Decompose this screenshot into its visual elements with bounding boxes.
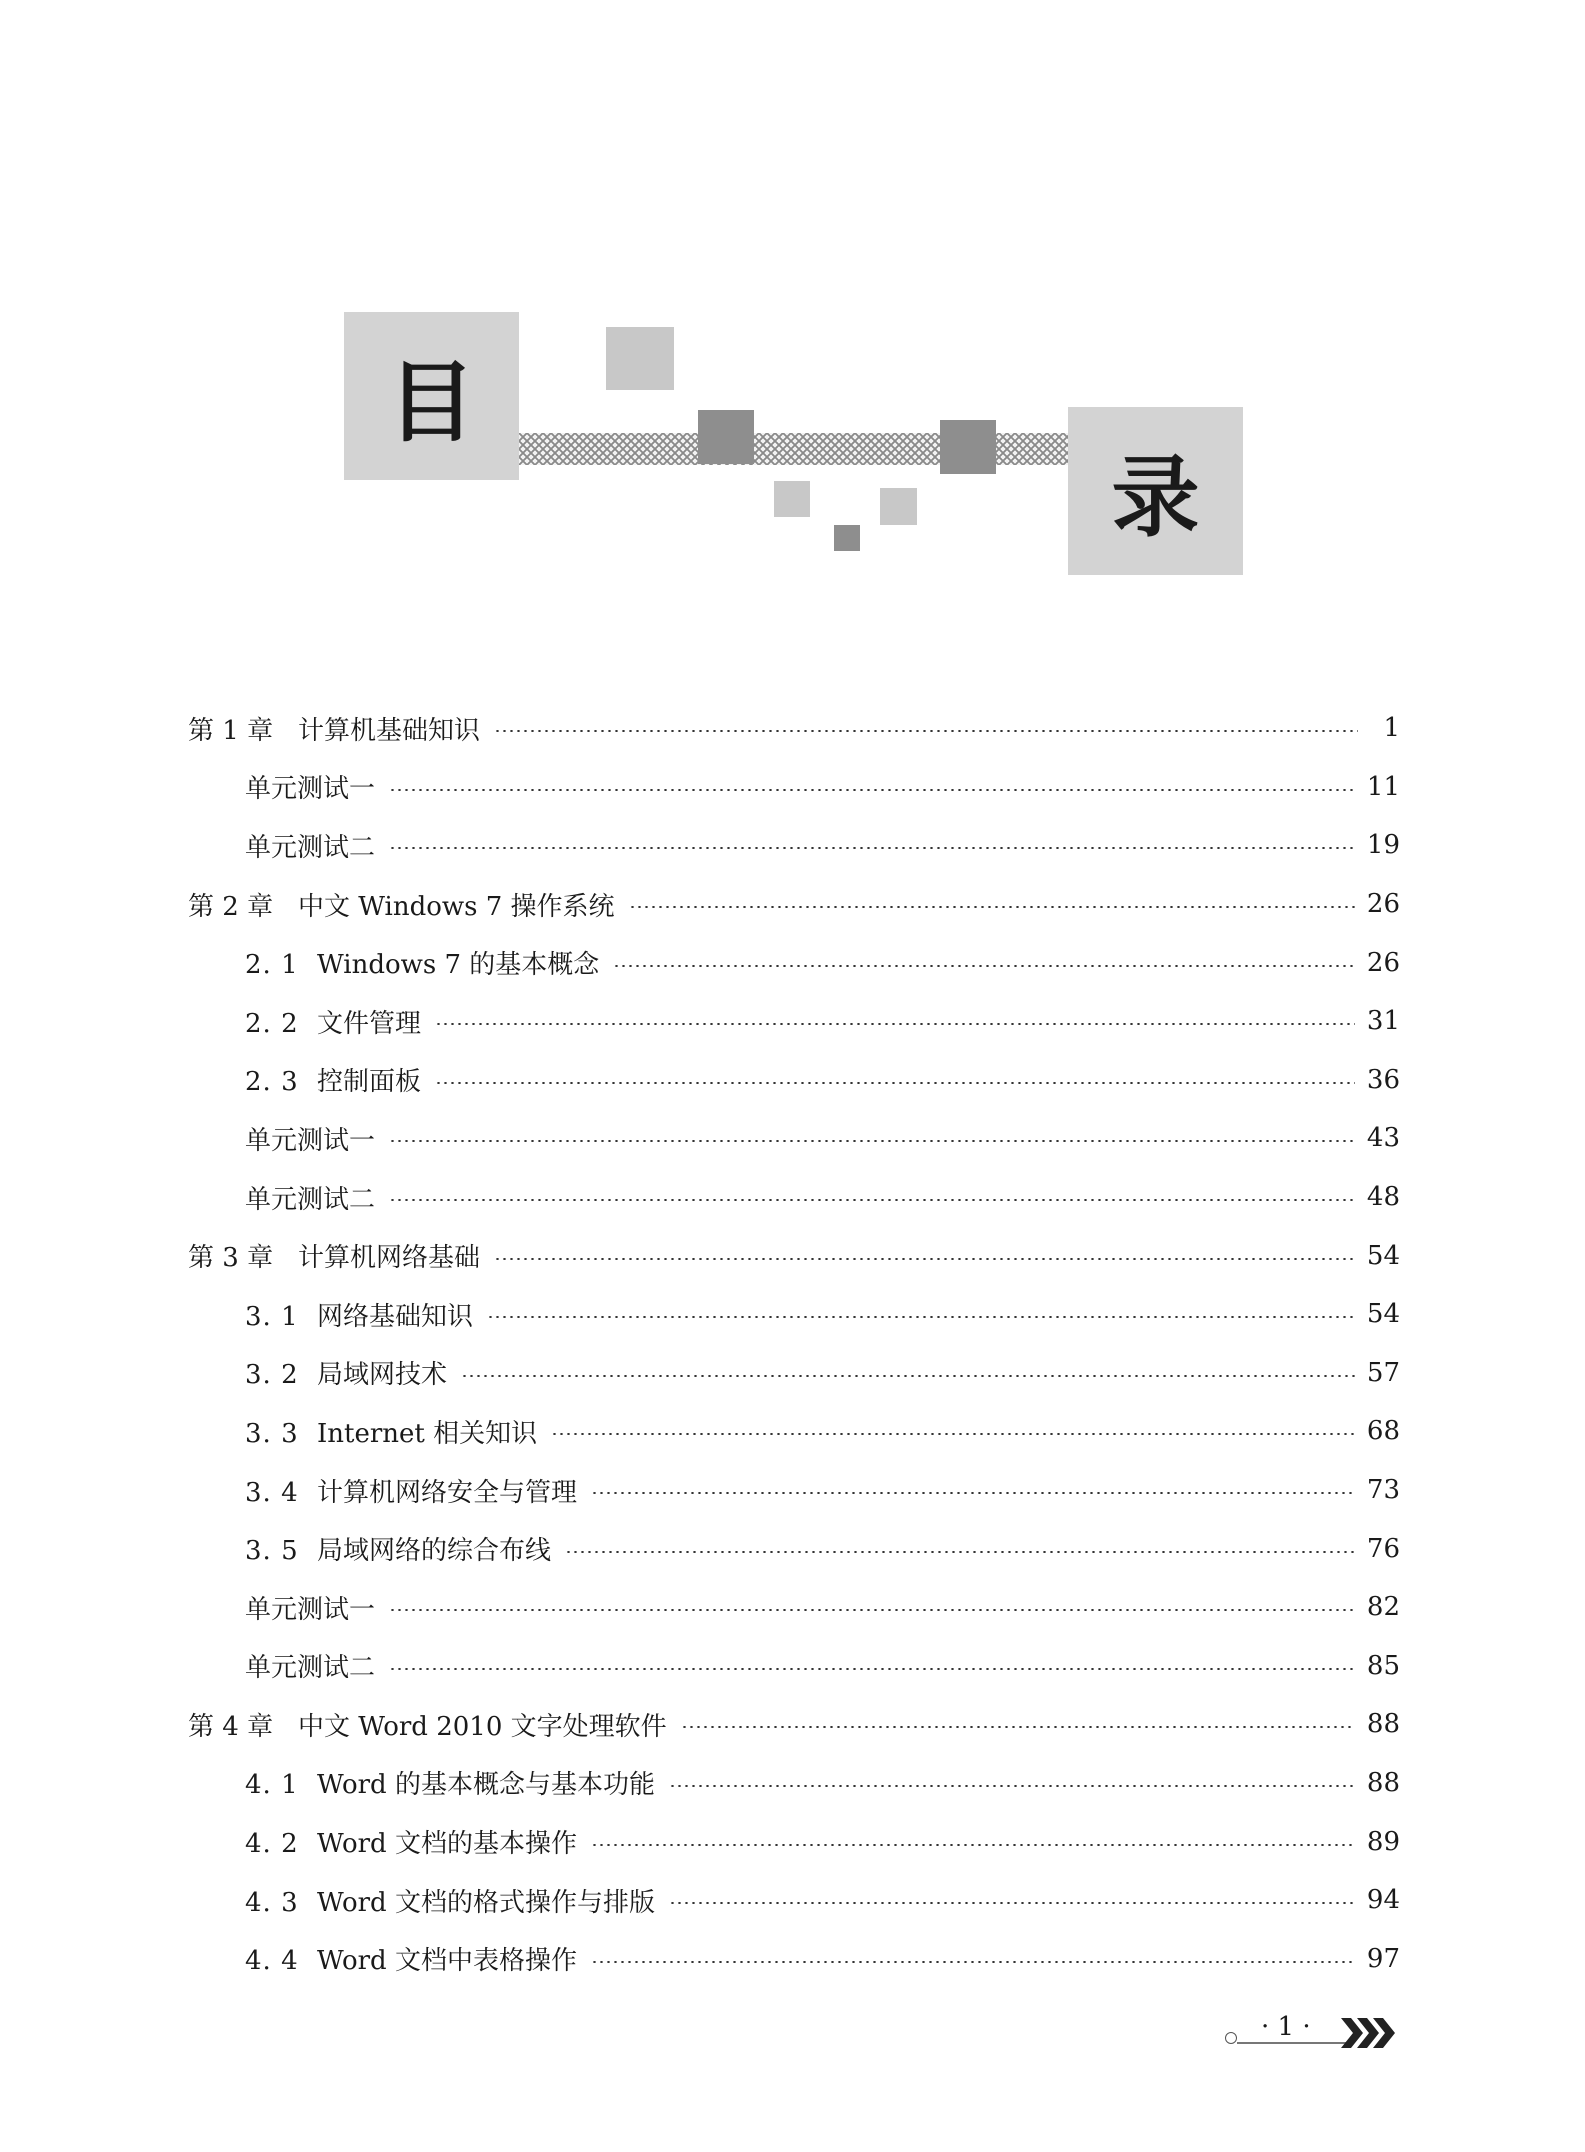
decorative-square <box>834 525 860 551</box>
toc-entry-page: 82 <box>1366 1592 1400 1623</box>
toc-entry-number: 4. 1 <box>245 1770 299 1801</box>
decorative-square <box>698 410 754 464</box>
toc-leader-dots <box>461 1375 1355 1377</box>
toc-entry-page: 57 <box>1366 1357 1400 1388</box>
toc-entry-number: 2. 1 <box>245 950 299 981</box>
toc-entry-title: 单元测试二 <box>245 832 376 863</box>
toc-entry-label <box>245 1120 389 1157</box>
toc-entry-number: 2. 2 <box>245 1008 299 1039</box>
toc-leader-dots <box>389 1140 1355 1142</box>
toc-entry[interactable] <box>188 1578 1400 1637</box>
toc-entry[interactable] <box>188 1519 1400 1578</box>
toc-leader-dots <box>389 847 1355 849</box>
toc-entry-label <box>245 1940 591 1977</box>
toc-entry-page: 36 <box>1366 1064 1400 1095</box>
toc-entry-number: 4. 3 <box>245 1887 299 1918</box>
toc-entry-page: 94 <box>1366 1885 1400 1916</box>
toc-entry-page: 88 <box>1366 1767 1400 1798</box>
toc-entry-title: 文件管理 <box>317 1008 422 1039</box>
toc-entry-number: 第 3 章 <box>188 1243 274 1274</box>
toc-entry[interactable] <box>188 1402 1400 1461</box>
toc-entry-label <box>245 1882 669 1919</box>
toc-leader-dots <box>435 1082 1355 1084</box>
toc-leader-dots <box>389 1668 1355 1670</box>
toc-entry-title: 局域网络的综合布线 <box>317 1536 552 1567</box>
toc-entry[interactable] <box>188 933 1400 992</box>
toc-entry-label <box>245 1354 461 1391</box>
toc-entry-page: 11 <box>1366 771 1400 802</box>
toc-entry[interactable] <box>188 1285 1400 1344</box>
toc-entry-page: 97 <box>1366 1943 1400 1974</box>
toc-entry-number: 第 1 章 <box>188 715 274 746</box>
toc-entry-page: 54 <box>1366 1240 1400 1271</box>
decorative-square <box>606 327 674 390</box>
toc-entry[interactable] <box>188 1754 1400 1813</box>
toc-leader-dots <box>629 906 1355 908</box>
toc-leader-dots <box>435 1023 1355 1025</box>
toc-entry-page: 85 <box>1366 1650 1400 1681</box>
toc-entry[interactable] <box>188 875 1400 934</box>
toc-entry-title: 单元测试一 <box>245 1594 376 1625</box>
toc-entry[interactable] <box>188 1226 1400 1285</box>
toc-leader-dots <box>613 965 1355 967</box>
toc-leader-dots <box>591 1961 1355 1963</box>
toc-entry-label <box>245 768 389 805</box>
toc-entry-label <box>245 1003 435 1040</box>
toc-entry[interactable] <box>188 1637 1400 1696</box>
toc-entry-label <box>188 1706 681 1743</box>
toc-entry-page: 26 <box>1366 947 1400 978</box>
toc-entry-number: 3. 1 <box>245 1301 299 1332</box>
toc-entry-title: Windows 7 的基本概念 <box>317 950 600 981</box>
toc-entry-title: Word 文档的格式操作与排版 <box>317 1887 655 1918</box>
toc-entry-title: Internet 相关知识 <box>317 1418 538 1449</box>
toc-entry-title: 控制面板 <box>317 1067 422 1098</box>
toc-entry-title: 计算机网络基础 <box>298 1243 481 1274</box>
toc-title-char-1: 目 <box>344 312 519 480</box>
footer-rule <box>1237 2042 1349 2044</box>
toc-leader-dots <box>565 1551 1355 1553</box>
toc-leader-dots <box>389 1609 1355 1611</box>
toc-entry-number: 3. 5 <box>245 1536 299 1567</box>
toc-entry[interactable] <box>188 699 1400 758</box>
toc-entry-title: Word 文档中表格操作 <box>317 1946 577 1977</box>
toc-leader-dots <box>389 789 1355 791</box>
toc-entry-page: 43 <box>1366 1123 1400 1154</box>
toc-entry-label <box>245 1472 591 1509</box>
toc-entry-label <box>188 710 494 747</box>
toc-entry-label <box>188 886 629 923</box>
toc-leader-dots <box>389 1199 1355 1201</box>
toc-entry[interactable] <box>188 992 1400 1051</box>
toc-title-char-2: 录 <box>1068 407 1243 575</box>
toc-leader-dots <box>669 1902 1355 1904</box>
toc-entry-page: 76 <box>1366 1533 1400 1564</box>
toc-entry-label <box>245 827 389 864</box>
table-of-contents <box>188 699 1400 1988</box>
toc-entry[interactable] <box>188 1051 1400 1110</box>
toc-entry-label <box>245 944 613 981</box>
toc-entry-title: 局域网技术 <box>317 1360 448 1391</box>
toc-entry[interactable] <box>188 758 1400 817</box>
toc-entry-title: 计算机基础知识 <box>298 715 481 746</box>
toc-entry-label <box>245 1061 435 1098</box>
toc-entry-label <box>245 1530 565 1567</box>
toc-entry-page: 19 <box>1366 830 1400 861</box>
toc-leader-dots <box>487 1316 1355 1318</box>
toc-entry-title: 单元测试一 <box>245 774 376 805</box>
toc-entry-label <box>245 1296 487 1333</box>
toc-entry[interactable] <box>188 1695 1400 1754</box>
toc-entry-page: 88 <box>1366 1709 1400 1740</box>
toc-entry-title: 中文 Windows 7 操作系统 <box>298 891 615 922</box>
decorative-square <box>940 420 996 474</box>
toc-entry-title: 中文 Word 2010 文字处理软件 <box>298 1711 667 1742</box>
toc-entry-page: 54 <box>1366 1299 1400 1330</box>
toc-entry[interactable] <box>188 1109 1400 1168</box>
toc-entry-label <box>245 1413 551 1450</box>
toc-leader-dots <box>681 1726 1355 1728</box>
toc-entry[interactable] <box>188 1344 1400 1403</box>
toc-entry-title: 单元测试二 <box>245 1653 376 1684</box>
toc-entry-label <box>245 1823 591 1860</box>
toc-entry-number: 3. 3 <box>245 1418 299 1449</box>
toc-entry-label <box>188 1237 494 1274</box>
toc-leader-dots <box>494 730 1358 732</box>
toc-entry-number: 4. 4 <box>245 1946 299 1977</box>
toc-entry-label <box>245 1589 389 1626</box>
toc-entry-label <box>245 1647 389 1684</box>
toc-entry-number: 3. 4 <box>245 1477 299 1508</box>
decorative-square <box>880 488 917 525</box>
toc-entry-number: 3. 2 <box>245 1360 299 1391</box>
toc-entry[interactable] <box>188 1461 1400 1520</box>
toc-entry-page: 73 <box>1366 1475 1400 1506</box>
toc-entry-title: Word 文档的基本操作 <box>317 1829 577 1860</box>
toc-leader-dots <box>551 1433 1355 1435</box>
toc-entry-number: 4. 2 <box>245 1829 299 1860</box>
toc-entry-page: 31 <box>1366 1006 1400 1037</box>
toc-entry-number: 第 4 章 <box>188 1711 274 1742</box>
toc-leader-dots <box>669 1785 1355 1787</box>
toc-entry[interactable] <box>188 1812 1400 1871</box>
toc-entry[interactable] <box>188 1168 1400 1227</box>
page-footer <box>1225 2012 1405 2052</box>
toc-entry-title: Word 的基本概念与基本功能 <box>317 1770 655 1801</box>
toc-leader-dots <box>591 1844 1355 1846</box>
toc-entry-number: 2. 3 <box>245 1067 299 1098</box>
toc-entry[interactable] <box>188 1929 1400 1988</box>
toc-leader-dots <box>494 1258 1355 1260</box>
toc-entry[interactable] <box>188 1871 1400 1930</box>
toc-entry-number: 第 2 章 <box>188 891 274 922</box>
toc-entry-page: 89 <box>1366 1826 1400 1857</box>
toc-entry-label <box>245 1179 389 1216</box>
toc-leader-dots <box>591 1492 1355 1494</box>
toc-entry[interactable] <box>188 816 1400 875</box>
toc-entry-page: 48 <box>1366 1182 1400 1213</box>
toc-entry-title: 网络基础知识 <box>317 1301 474 1332</box>
toc-entry-title: 单元测试一 <box>245 1125 376 1156</box>
page-number: · 1 · <box>1261 2012 1311 2042</box>
toc-entry-page: 68 <box>1366 1416 1400 1447</box>
toc-entry-page: 1 <box>1383 713 1400 744</box>
toc-entry-title: 计算机网络安全与管理 <box>317 1477 578 1508</box>
toc-entry-page: 26 <box>1366 889 1400 920</box>
chevron-arrows-icon <box>1341 2016 1401 2050</box>
toc-entry-label <box>245 1764 669 1801</box>
toc-entry-title: 单元测试二 <box>245 1184 376 1215</box>
decorative-square <box>774 481 810 517</box>
footer-circle-icon <box>1225 2032 1237 2044</box>
